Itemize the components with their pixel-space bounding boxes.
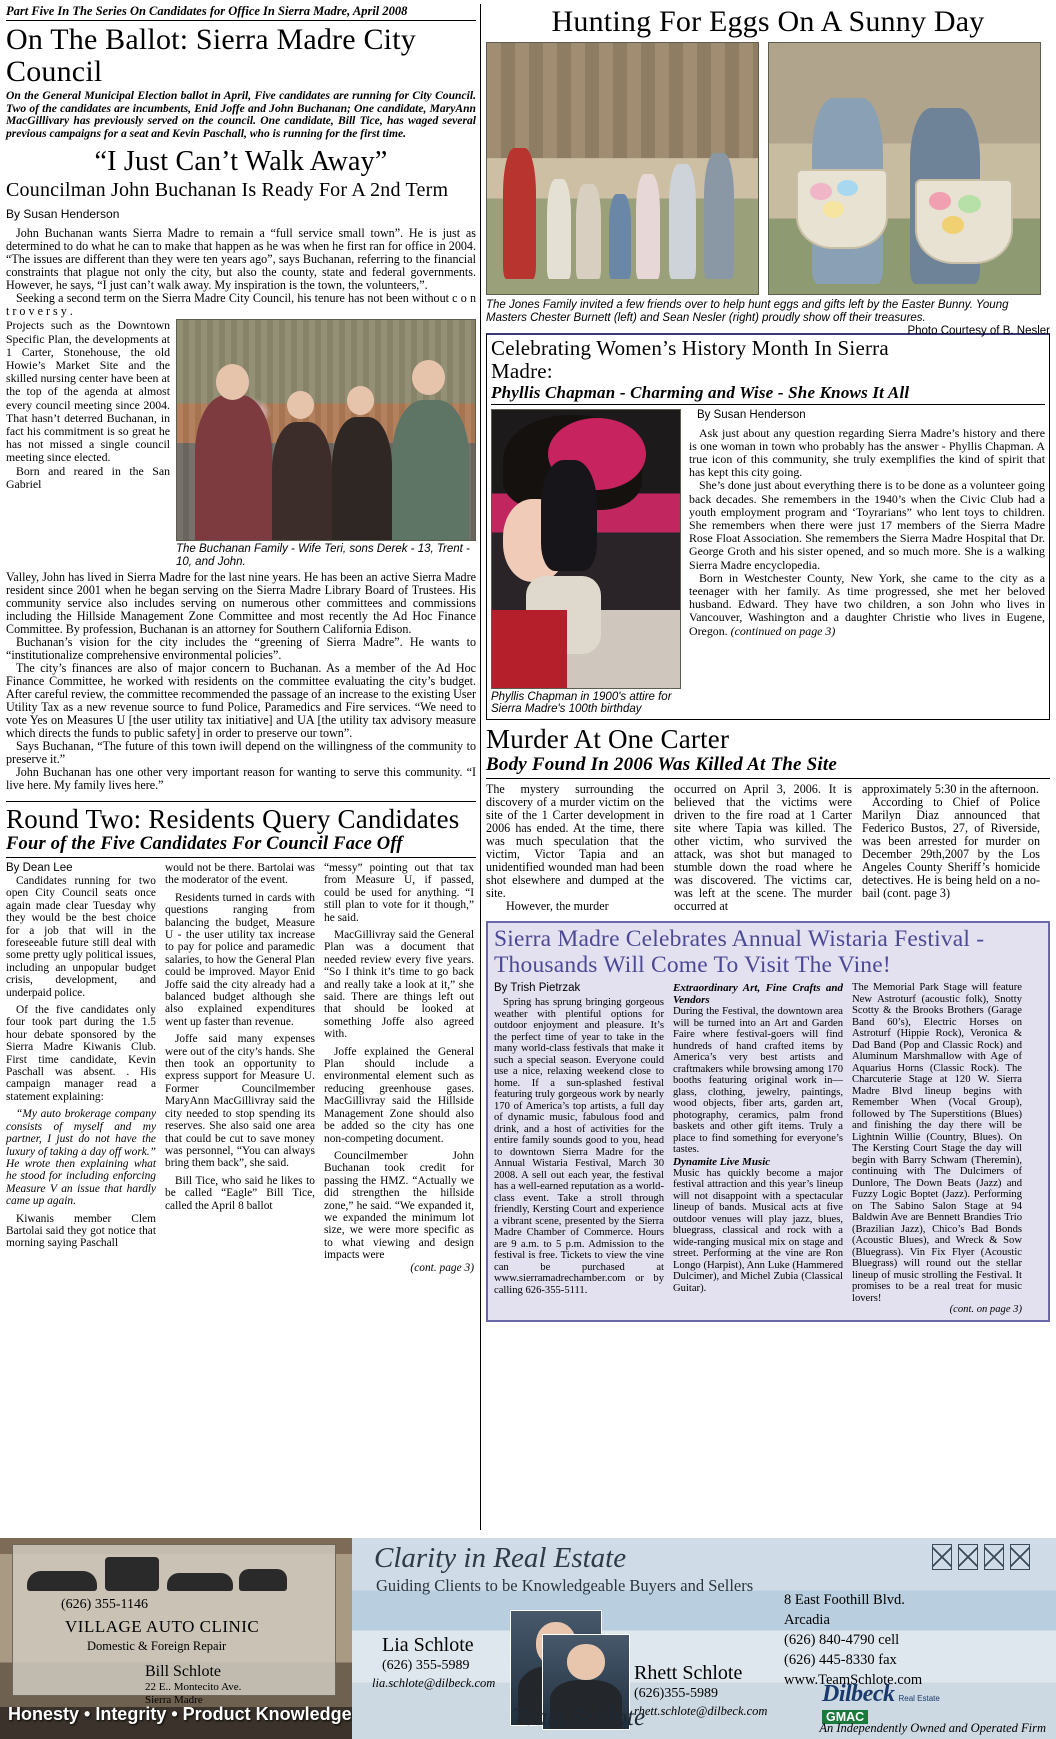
paragraph: Residents turned in cards with questions ranging from balancing the budget, Measure U - the user utility tax increase to pay for police and paramedic salaries, to how the General Plan could be improved. Mayor Enid Joffe said the city already had a balanced budget although she also explained expenditures went up faster than revenue.: [165, 891, 315, 1028]
paragraph: Ask just about any question regarding Sierra Madre’s history and there is one woman in town who probably has the answer - Phyllis Chapman. A true icon of this community, she truly exemplifies the kind of spirit that has kept this city going.: [689, 425, 1045, 480]
eggs-headline: Hunting For Eggs On A Sunny Day: [551, 5, 985, 38]
buchanan-family-photo: [176, 319, 476, 541]
buchanan-intro: [6, 227, 476, 318]
car-row-icon: [27, 1551, 287, 1591]
paragraph: “My auto brokerage company consists of myself and my partner, I just do not have the luxury of taking a day off work.” He wrote then explaining what he stood for including enforcing Measure V an issue that hardly came up again.: [6, 1108, 156, 1208]
rhett-name: Rhett Schlote: [634, 1662, 743, 1684]
lia-phone: (626) 355-5989: [382, 1658, 470, 1673]
buchanan-byline: By Susan Henderson: [6, 207, 120, 222]
auto-ad-services: Domestic & Foreign Repair: [87, 1639, 227, 1653]
murder-col3: [862, 783, 1040, 913]
dilbeck-fax: (626) 445-8330 fax: [784, 1652, 897, 1668]
roundtwo-col2: [165, 862, 315, 1274]
paragraph: Buchanan’s vision for the city includes the “greening of Sierra Madre”. He wants to “institutionalize comprehensive environmental policies”.: [6, 634, 476, 662]
paragraph: Valley, John has lived in Sierra Madre for the last nine years. He has been an active Sierra Madre resident since 2001 when he began serving on the Sierra Madre Library Board of Trustees. His community service also includes serving on numerous other committees and commissions including the Hillside Management Zone Committee and most recently the Ad Hoc Finance Committee. By profession, Buchanan is an attorney for Southern California Edison.: [6, 569, 476, 636]
wistaria-byline: By Trish Pietrzak: [494, 982, 581, 995]
dilbeck-real-estate-ad[interactable]: [352, 1538, 1056, 1739]
paragraph: would not be there. Bartolai was the moderator of the event.: [165, 861, 315, 887]
lia-name: Lia Schlote: [382, 1634, 474, 1656]
dilbeck-address-line1: 8 East Foothill Blvd.: [784, 1592, 905, 1608]
dilbeck-address-block: [784, 1590, 922, 1690]
phyllis-photo: [491, 409, 681, 689]
dilbeck-logo-small: Real Estate: [898, 1694, 940, 1703]
ballot-deck: On the General Municipal Election ballot in April, Five candidates are running for City Council. Two of the candidates are incumbents, Enid Joffe and John Buchanan; One candidate, MaryAnn MacGillivary has previously served on the council. One candidate, Bill Tice, has waged several previous campaigns for a seat and Kevin Paschall, who is running for the first time.: [6, 89, 476, 140]
phyllis-p3: Born in Westchester County, New York, she came to the city as a teenager with her family. As time progressed, she met her beloved husband. Edward. They have two children, a son John who lives in Vancouver, Washington and a daughter Christie who lives in Eugene, Oregon.: [689, 570, 1045, 638]
wistaria-box: [486, 921, 1050, 1322]
egg-hunt-photo-1: [486, 42, 759, 295]
auto-ad-address-line1: 22 E.. Montecito Ave.: [145, 1681, 242, 1693]
dilbeck-cell: (626) 840-4790 cell: [784, 1632, 900, 1648]
advertisement-strip: [0, 1538, 1056, 1739]
buchanan-photo-caption: The Buchanan Family - Wife Teri, sons Derek - 13, Trent - 10, and John.: [176, 543, 470, 569]
ballot-headline: On The Ballot: Sierra Madre City Council: [6, 23, 416, 88]
village-auto-clinic-ad[interactable]: [0, 1538, 352, 1739]
team-schlote-label: Team Schlote: [512, 1704, 646, 1731]
roundtwo-col3: [324, 862, 474, 1274]
phyllis-byline: By Susan Henderson: [697, 408, 806, 421]
paragraph: John Buchanan has one other very important reason for wanting to serve this community. “I live here. My family lives here.”: [6, 764, 476, 792]
paragraph: MacGillivray said the General Plan was a document that needed review every five years. “So I think it’s time to go back and really take a look at it,” she said. There are things left out that should be looked at something Joffe also agreed with.: [324, 929, 474, 1041]
auto-ad-address-line2: Sierra Madre: [145, 1693, 203, 1706]
right-column: [486, 4, 1050, 1322]
dilbeck-ad-subtitle: Guiding Clients to be Knowledgeable Buyers and Sellers: [376, 1576, 754, 1595]
dilbeck-footer: An Independently Owned and Operated Firm: [819, 1721, 1046, 1735]
paragraph: She’s done just about everything there is to be done as a volunteer going back decades. She remembers in the 1940’s when the Civic Club had a youth employment program and ‘Toyrarians” who lent toys to children. She remembers when there were just 17 members of the Sierra Madre Rose Float Association. She remembers the Sierra Madre Hospital that Dr. George Groth and his sister opened, and so much more. She is a walking Sierra Madre encyclopedia.: [689, 478, 1045, 572]
left-column: [6, 4, 476, 1274]
murder-subhead: Body Found In 2006 Was Killed At The Site: [486, 754, 1050, 779]
wistaria-squares-icon: [932, 1542, 1042, 1576]
paragraph: The Memorial Park Stage will feature New Astroturf (acoustic folk), Snotty Scotty & the Brooks Brothers (Garage Band 60’s), Electric Horses on Astroturf (Hippie Rock), Veronica & Dad Band (Pop and Classic Rock) and Aluminum Marshmallow with Age of Aquarius Horns (Classic Rock). The Charcuterie Stage at 120 W. Sierra Madre Blvd lineup begins with Remember When (Vocal Group), followed by The Superstitions (Blues) and finishing the day there will be Lightnin Willie (Country, Blues). On The Kersting Court Stage the day will begin with Barry Schwam (Theremin), continuing with The Dulcimers of Dunlore, The Down Beats (Jazz) and Fuzzy Logic Boptet (Jazz). Performing on The Sabino Salon Stage at 94 Baldwin Ave are Bennett Brandies Trio (Brazilian Jazz), Chico’s Bad Bonds (Acoustic Blues), and Wreck & Sow (Bluegrass). Vin Fix Flyer (Acoustic Bluegrass) will round out the stellar lineup of music strolling the Festival. It promises to be a real treat for music lovers!: [852, 982, 1022, 1304]
paragraph: The city’s finances are also of major concern to Buchanan. As a member of the Ad Hoc Finance Committee, he worked with residents on the committee evaluating the city’s budget. After careful review, the committee recommended the passage of an increase to the existing User Utility Tax as a new revenue source to fund Police, Paramedics and Fire services. “We need to vote Yes on Measures U [the user utility tax initiative] and UA [the utility tax advisory measure which directs the funds to public safety] in order to preserve our town”.: [6, 660, 476, 740]
rhett-email[interactable]: rhett.schlote@dilbeck.com: [634, 1704, 768, 1718]
buchanan-subhead: Councilman John Buchanan Is Ready For A 2nd Term: [6, 179, 449, 202]
paragraph: Spring has sprung bringing gorgeous weather with plentiful options for outdoor enjoyment and pleasure. It’s the perfect time of year to take in the many world-class festivals that make it such a special season. Everyone could use a nice, relaxing weekend close to home. If a sun-splashed festival featuring truly gorgeous work by nearly 170 of America’s top artists, a full day of dynamic music, fabulous food and drink, and a host of activities for the entire family sounds good to you, head to downtown Sierra Madre for the Annual Wistaria Festival, March 30 2008. A sell out each year, the festival has a well-earned reputation as a world-class event. Take a stroll through friendly, Kersting Court and experience a vibrant scene, presented by the Sierra Madre Chamber of Commerce. Hours are 9 a.m. to 5 p.m. Admission to the festival is free. Tickets to view the vine can be purchased at www.sierramadrechamber.com or by calling 626-355-5111.: [494, 997, 664, 1296]
dilbeck-logo-gmac: GMAC: [822, 1710, 868, 1724]
wistaria-headline: Sierra Madre Celebrates Annual Wistaria Festival - Thousands Will Come To Visit The Vine!: [494, 926, 985, 978]
paragraph: Projects such as the Downtown Specific Plan, the developments at 1 Carter, Stonehouse, the old Howie’s Market Site and the skilled nursing center have been at the top of the agenda at almost every council meeting since 2004. That hasn’t deterred Buchanan, in fact his commitment is so great he has not missed a single council meeting since elected.: [6, 318, 170, 465]
dilbeck-website[interactable]: www.TeamSchlote.com: [784, 1672, 923, 1688]
phyllis-headline: Celebrating Women’s History Month In Sierra Madre:: [491, 335, 889, 383]
rhett-phone: (626)355-5989: [634, 1686, 718, 1701]
series-kicker: Part Five In The Series On Candidates for Office In Sierra Madre, April 2008: [6, 4, 476, 21]
buchanan-body: [6, 571, 476, 792]
paragraph: approximately 5:30 in the afternoon.: [862, 782, 1039, 797]
paragraph: Says Buchanan, “The future of this town iwill depend on the willingness of the community to preserve it.”: [6, 738, 476, 766]
egg-hunt-caption-block: [486, 299, 1050, 337]
paragraph: Councilmember John Buchanan took credit for passing the HMZ. “Actually we did strengthen the hillside zone,” he said. “We expanded it, we expanded the minimum lot size, we were more specific as to what viewing and design impacts were: [324, 1149, 474, 1262]
roundtwo-subhead: Four of the Five Candidates For Council Face Off: [6, 833, 403, 854]
paragraph: Seeking a second term on the Sierra Madre City Council, his tenure has not been without c o n t r o v e r s y .: [6, 291, 476, 319]
egg-hunt-caption: The Jones Family invited a few friends over to help hunt eggs and gifts left by the Easter Bunny. Young Masters Chester Burnett (left) and Sean Nesler (right) proudly show off their treasures.: [486, 299, 1009, 324]
auto-ad-address: [145, 1681, 241, 1706]
auto-ad-name: VILLAGE AUTO CLINIC: [65, 1617, 260, 1636]
paragraph: Music has quickly become a major festival attraction and this year’s lineup will not disappoint with a spectacular lineup of bands. Musical acts at five outdoor venues will play jazz, blues, bluegrass, classical and rock with a wide-ranging musical mix on stage and street. Performing at the vine are Ron Longo (Harpist), Ann Luke (Hammered Dulcimer), and Michel Zubia (Classical Guitar).: [673, 1167, 843, 1294]
dilbeck-logo: [822, 1681, 972, 1725]
paragraph: During the Festival, the downtown area will be turned into an Art and Garden Faire where festival-goers will find hundreds of hand crafted items by America’s very best artists and craftmakers while browsing among 170 booths featuring original work in—glass, clothing, jewelry, paintings, wood objects, fiber arts, garden art, photography, ceramics, palm frond baskets and other gift items. Truly a place to find something for everyone’s tastes.: [673, 1006, 843, 1156]
paragraph: Bill Tice, who said he likes to be called “Eagle” Bill Tice, called the April 8 ballot: [165, 1174, 315, 1212]
auto-ad-panel: [12, 1544, 336, 1706]
wistaria-sub-1: Extraordinary Art, Fine Crafts and Vendors: [673, 982, 843, 1007]
roundtwo-col1: [6, 862, 156, 1274]
phyllis-subhead: Phyllis Chapman - Charming and Wise - She Knows It All: [491, 383, 1045, 405]
roundtwo-byline: By Dean Lee: [6, 861, 73, 874]
column-divider: [480, 4, 481, 1530]
paragraph: Of the five candidates only four took part during the 1.5 hour debate sponsored by the Sierra Madre Kiwanis Club. First time candidate, Kevin Paschall was absent. . His campaign manager read a statement explaining:: [6, 1004, 156, 1103]
murder-headline: Murder At One Carter: [486, 724, 730, 755]
paragraph: According to Chief of Police Marilyn Diaz announced that Federico Bustos, 27, of Riverside, was been arrested for murder on December 29th,2007 by the Los Angeles County Sheriff’s homicide detectives. He is being held on a no-bail (cont. page 3): [862, 795, 1040, 901]
murder-col2: [674, 783, 852, 913]
murder-col1: [486, 783, 664, 913]
buchanan-headline: “I Just Can’t Walk Away”: [94, 146, 388, 178]
auto-ad-tagline: Honesty • Integrity • Product Knowledge: [8, 1704, 352, 1724]
wistaria-sub-2: Dynamite Live Music: [673, 1155, 771, 1168]
auto-ad-owner: Bill Schlote: [145, 1663, 221, 1680]
paragraph: occurred on April 3, 2006. It is believed that the victims were driven to the fire road at 1 Carter site where Tapia was killed. The other victim, who survived the attack, was shot but managed to stumble down the road where he was discovered. The victims car, was left at the scene. The murder occurred at: [674, 782, 852, 914]
paragraph: Joffe explained the General Plan should include a environmental element such as reducing greenhouse gases. MacGillivray said the Hillside Management Zone should also be added so the city has one non-competing document.: [324, 1045, 474, 1145]
wistaria-continued: (cont. on page 3): [949, 1304, 1022, 1316]
paragraph: [689, 572, 1045, 638]
dilbeck-logo-main: Dilbeck: [822, 1681, 895, 1707]
egg-hunt-credit: Photo Courtesy of B. Nesler: [907, 324, 1050, 337]
paragraph: However, the murder: [506, 899, 609, 914]
roundtwo-continued: (cont. page 3): [410, 1261, 474, 1274]
phyllis-continued: (continued on page 3): [730, 623, 836, 638]
paragraph: Born and reared in the San Gabriel: [6, 463, 170, 491]
paragraph: Candidates running for two open City Council seats once again made clear Tuesday why they would be the best choice for a job that will in the foreseeable future still deal with some pretty ugly political issues, including an unpopular budget crisis, development, and underpaid police.: [6, 874, 156, 999]
paragraph: Kiwanis member Clem Bartolai said they got notice that morning saying Paschall: [6, 1212, 156, 1250]
paragraph: John Buchanan wants Sierra Madre to remain a “full service small town”. He is just as determined to do what he can to make that happen as he was when he first ran for office in 2004. “The issues are different than they were ten years ago”, says Buchanan, referring to the financial constraints that plague not only the city, but also the county, state and federal governments. However, he says, “I just can’t walk away. My inspiration is the town, the volunteers,”.: [6, 226, 476, 293]
dilbeck-ad-title: Clarity in Real Estate: [374, 1542, 627, 1574]
paragraph: “messy” pointing out that tax from Measure U, if passed, could be used for anything. “I still plan to vote for it though,” he said.: [324, 861, 474, 924]
auto-ad-phone: (626) 355-1146: [61, 1597, 148, 1612]
paragraph: The mystery surrounding the discovery of a murder victim on the site of the 1 Carter development in 2006 has ended. At the time, there was much speculation that the victim, Victor Tapia and an unidentified wounded man had been shot elsewhere and dumped at the site.: [486, 782, 664, 901]
egg-hunt-photo-2: [768, 42, 1041, 295]
dilbeck-address-line2: Arcadia: [784, 1612, 830, 1628]
phyllis-photo-caption: Phyllis Chapman in 1900's attire for Sierra Madre's 100th birthday: [491, 690, 672, 716]
roundtwo-headline: Round Two: Residents Query Candidates: [6, 803, 460, 834]
lia-email[interactable]: lia.schlote@dilbeck.com: [372, 1676, 496, 1690]
paragraph: Joffe said many expenses were out of the city’s hands. She then took an opportunity to express support for Measure U. Former Councilmember MaryAnn MacGillivray said the city needed to stop spending its reserves. She also said one area that could be cut to save money was personnel, “You can always bring them back”, she said.: [165, 1033, 315, 1170]
